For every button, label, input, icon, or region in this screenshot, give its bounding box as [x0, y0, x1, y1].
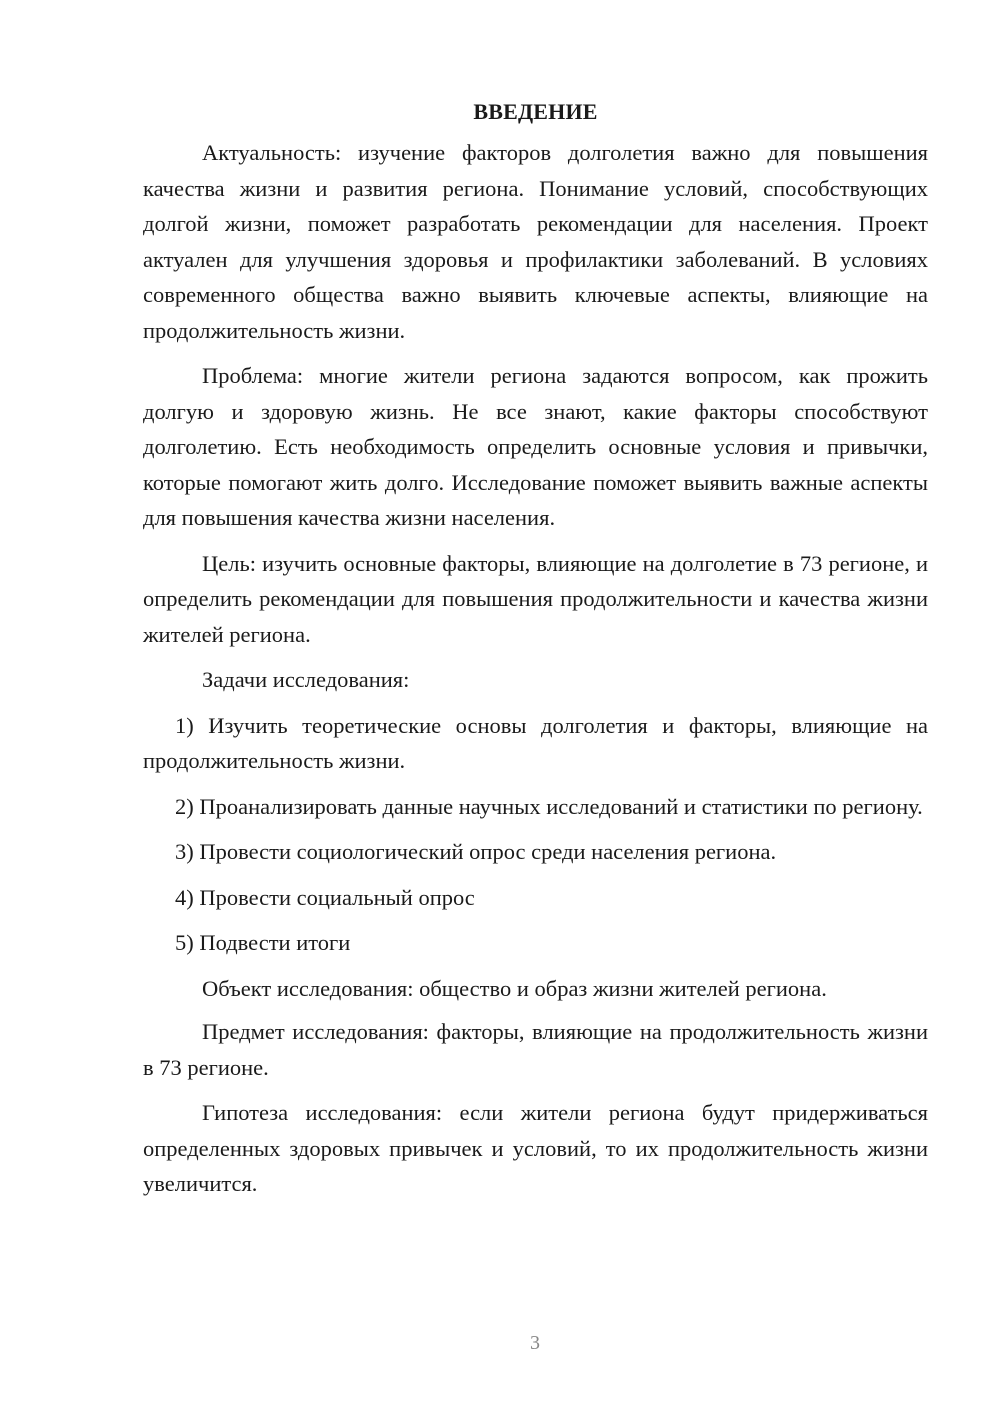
problem-paragraph: Проблема: многие жители региона задаются вопросом, как прожить долгую и здоровую жизнь. Не все знают, какие факторы способствуют долголетию. Есть необходимость определить основные условия и привычки, которые помогают жить долго. Исследование поможет выявить важные аспекты для повышения качества жизни населения. — [143, 363, 928, 530]
tasks-heading: Задачи исследования: — [202, 667, 410, 692]
hypothesis-paragraph: Гипотеза исследования: если жители региона будут придерживаться определенных здоровых привычек и условий, то их продолжительность жизни увеличится. — [143, 1100, 928, 1196]
page-number: 3 — [530, 1332, 540, 1354]
task-item-3: 3) Провести социологический опрос среди населения региона. — [175, 839, 777, 864]
relevance-paragraph: Актуальность: изучение факторов долголетия важно для повышения качества жизни и развития региона. Понимание условий, способствующих долгой жизни, поможет разработать рекомендации для населения. Проект актуален для улучшения здоровья и профилактики заболеваний. В условиях современного общества важно выявить ключевые аспекты, влияющие на продолжительность жизни. — [143, 140, 928, 343]
task-item-1: 1) Изучить теоретические основы долголетия и факторы, влияющие на продолжительность жизни. — [143, 712, 928, 773]
task-item-4: 4) Провести социальный опрос — [175, 884, 475, 910]
object-paragraph: Объект исследования: общество и образ жизни жителей региона. — [202, 975, 827, 1001]
task-item-5: 5) Подвести итоги — [175, 930, 351, 955]
task-item-2: 2) Проанализировать данные научных исследований и статистики по региону. — [175, 793, 923, 819]
subject-paragraph: Предмет исследования: факторы, влияющие на продолжительность жизни в 73 регионе. — [143, 1019, 928, 1080]
page-content — [143, 94, 928, 1212]
goal-paragraph: Цель: изучить основные факторы, влияющие на долголетие в 73 регионе, и определить рекомендации для повышения продолжительности и качества жизни жителей региона. — [143, 550, 928, 647]
section-title: ВВЕДЕНИЕ — [473, 99, 598, 124]
